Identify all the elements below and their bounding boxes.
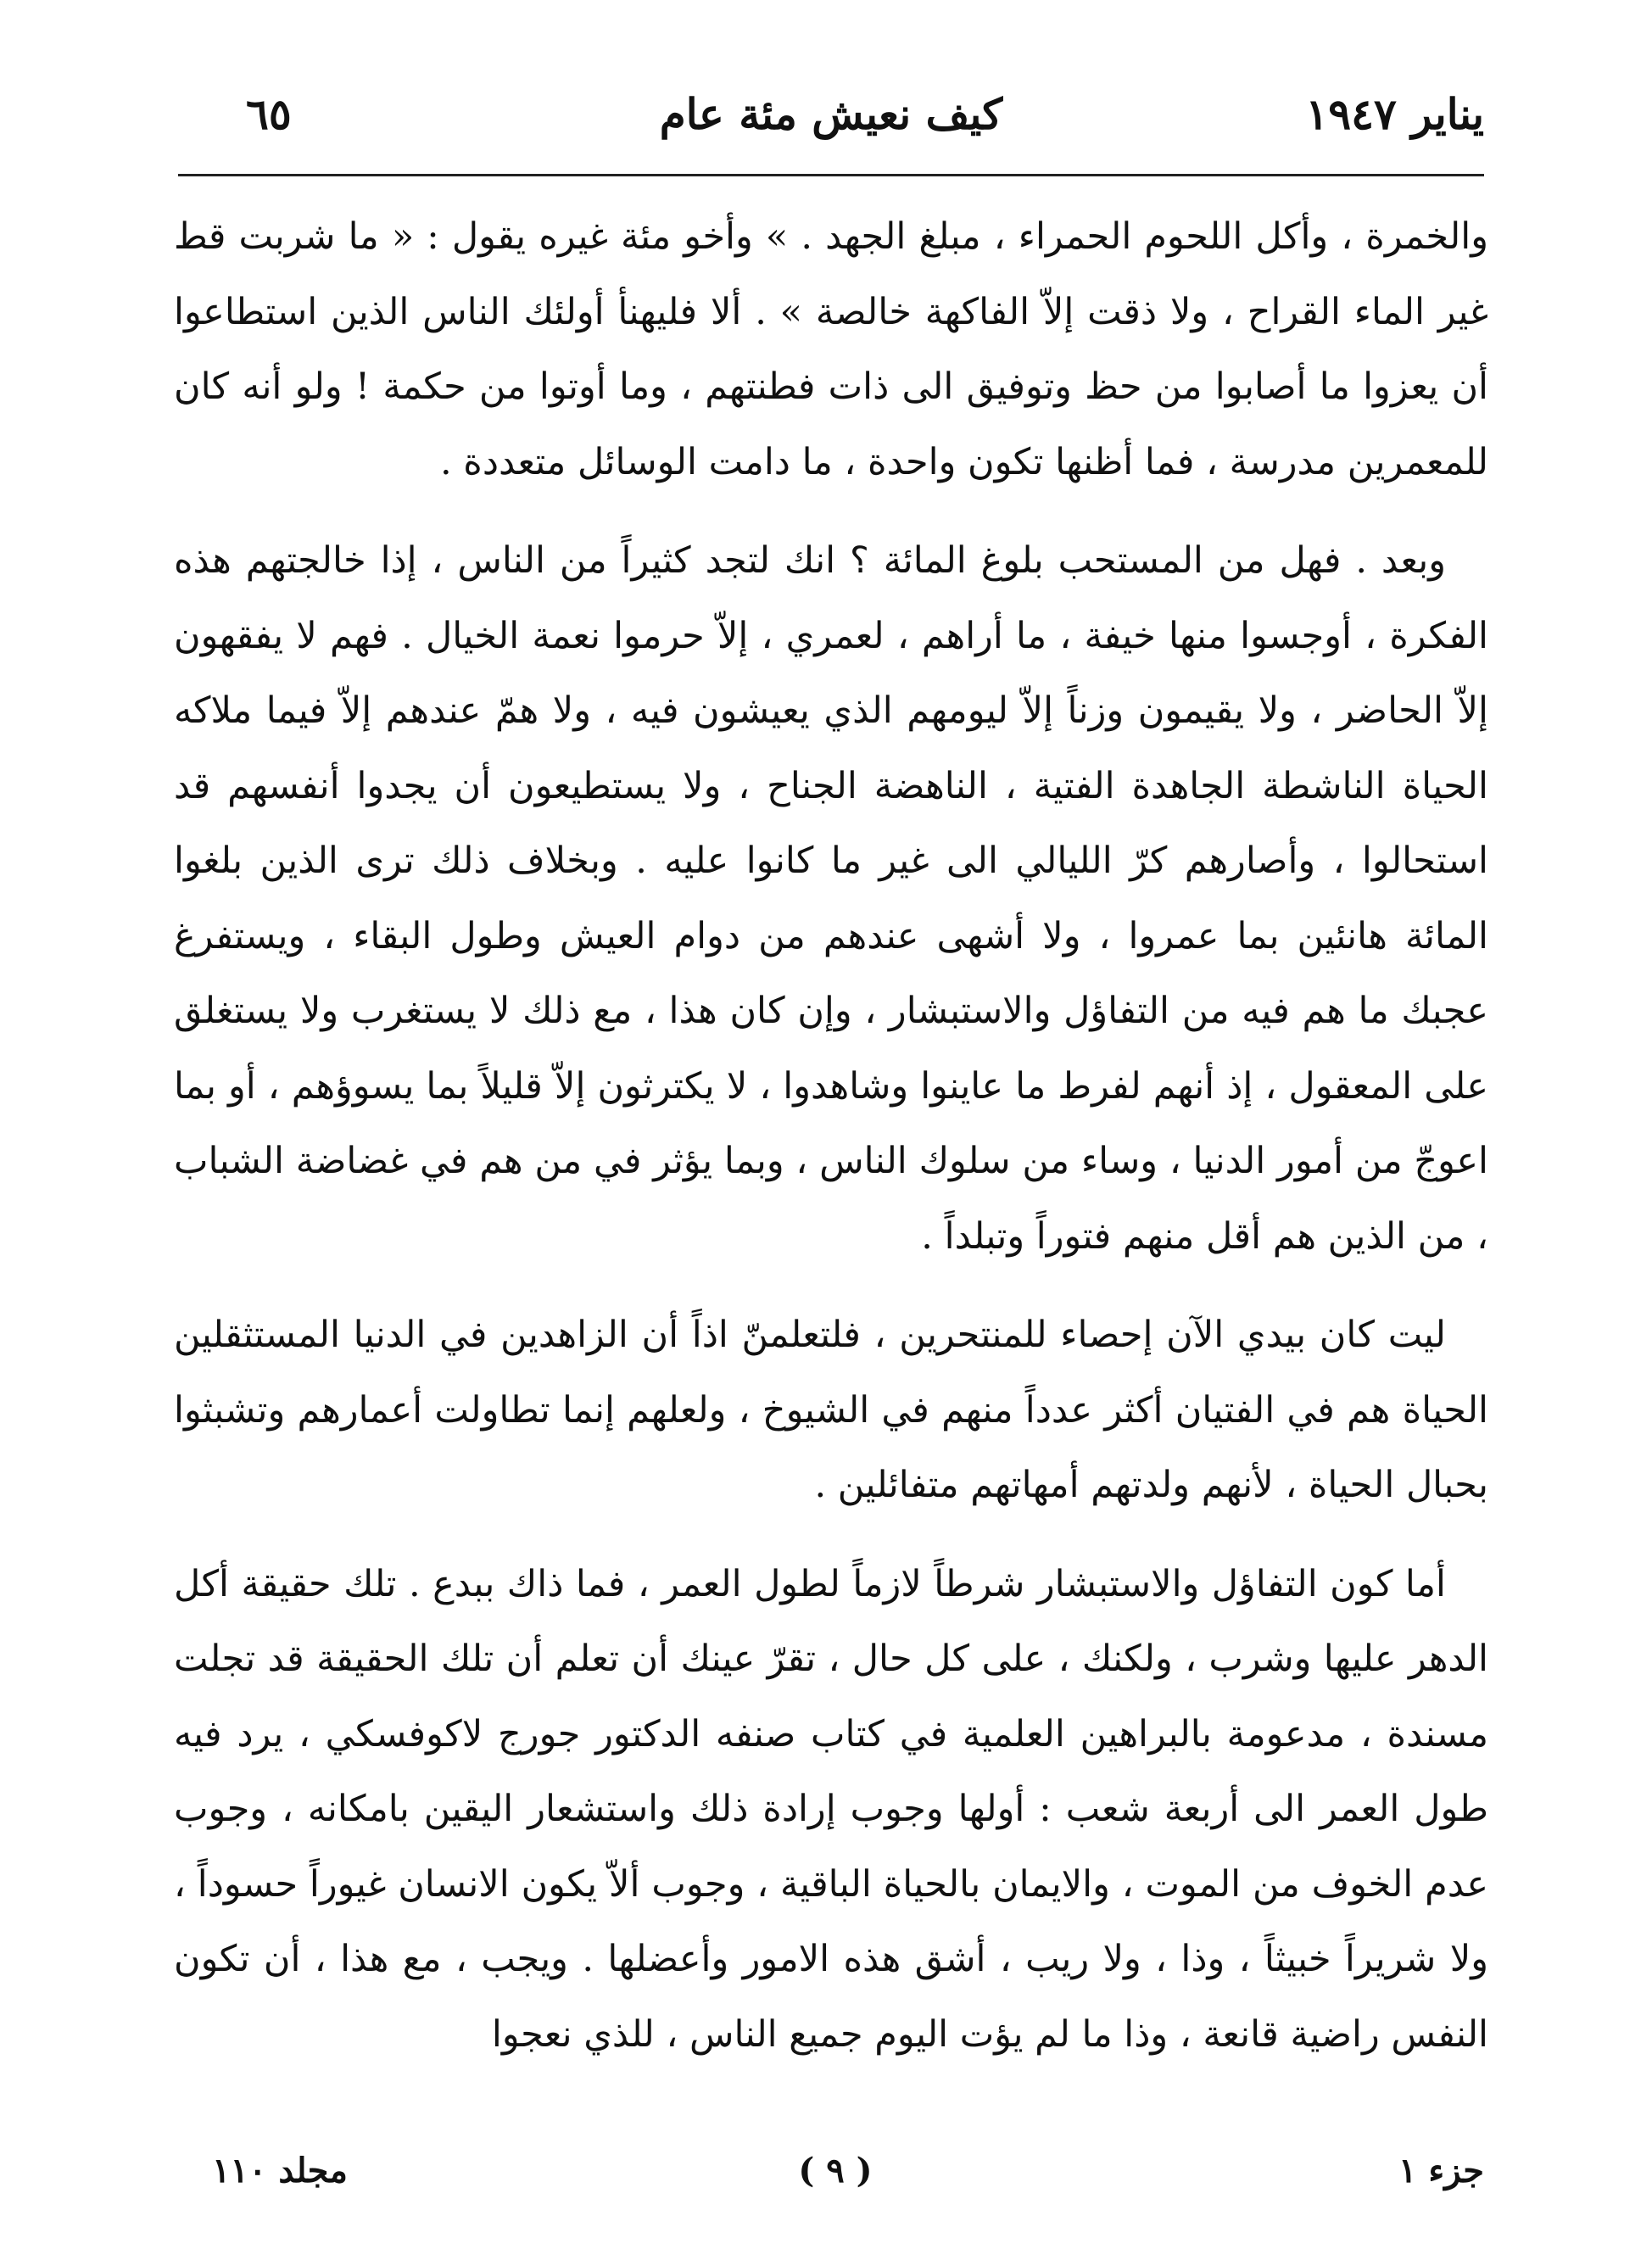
- paragraph: والخمرة ، وأكل اللحوم الحمراء ، مبلغ الجهد . » وأخو مئة غيره يقول : « ما شربت قط غير الماء القراح ، ولا ذقت إلاّ الفاكهة خالصة » . ألا فليهنأ أولئك الناس الذين استطاعوا أن يعزوا ما أصابوا من حظ وتوفيق الى ذات فطنتهم ، وما أوتوا من حكمة ! ولو أنه كان للمعمرين مدرسة ، فما أظنها تكون واحدة ، ما دامت الوسائل متعددة .: [174, 215, 1488, 483]
- paragraph: أما كون التفاؤل والاستبشار شرطاً لازماً لطول العمر ، فما ذاك ببدع . تلك حقيقة أكل الدهر عليها وشرب ، ولكنك ، على كل حال ، تقرّ عينك أن تعلم أن تلك الحقيقة قد تجلت مسندة ، مدعومة بالبراهين العلمية في كتاب صنفه الدكتور جورج لاكوفسكي ، يرد فيه طول العمر الى أربعة شعب : أولها وجوب إرادة ذلك واستشعار اليقين بامكانه ، وجوب عدم الخوف من الموت ، والايمان بالحياة الباقية ، وجوب ألاّ يكون الانسان غيوراً حسوداً ، ولا شريراً خبيثاً ، وذا ، ولا ريب ، أشق هذه الامور وأعضلها . ويجب ، مع هذا ، أن تكون النفس راضية قانعة ، وذا ما لم يؤت اليوم جميع الناس ، للذي نعجوا: [174, 1562, 1489, 2056]
- page-number: ٦٥: [246, 89, 292, 139]
- running-footer: [187, 2137, 1484, 2205]
- footer-volume: مجلد ١١٠: [212, 2151, 348, 2191]
- footer-page-marker: ( ٩ ): [798, 2151, 873, 2191]
- header-title: كيف نعيش مئة عام: [659, 89, 1003, 139]
- header-rule: [178, 174, 1484, 176]
- article-body: [174, 199, 1488, 2096]
- header-date: يناير ١٩٤٧: [1305, 89, 1484, 139]
- paragraph: وبعد . فهل من المستحب بلوغ المائة ؟ انك لتجد كثيراً من الناس ، إذا خالجتهم هذه الفكرة ، أوجسوا منها خيفة ، ما أراهم ، لعمري ، إلاّ حرموا نعمة الخيال . فهم لا يفقهون إلاّ الحاضر ، ولا يقيمون وزناً إلاّ ليومهم الذي يعيشون فيه ، ولا همّ عندهم إلاّ فيما ملاكه الحياة الناشطة الجاهدة الفتية ، الناهضة الجناح ، ولا يستطيعون أن يجدوا أنفسهم قد استحالوا ، وأصارهم كرّ الليالي الى غير ما كانوا عليه . وبخلاف ذلك ترى الذين بلغوا المائة هانئين بما عمروا ، ولا أشهى عندهم من دوام العيش وطول البقاء ، ويستفرغ عجبك ما هم فيه من التفاؤل والاستبشار ، وإن كان هذا ، مع ذلك لا يستغرب ولا يستغلق على المعقول ، إذ أنهم لفرط ما عاينوا وشاهدوا ، لا يكترثون إلاّ قليلاً بما يسوؤهم ، أو بما اعوجّ من أمور الدنيا ، وساء من سلوك الناس ، وبما يؤثر في من هم في غضاضة الشباب ، من الذين هم أقل منهم فتوراً وتبلداً .: [174, 539, 1489, 1258]
- running-header: [178, 81, 1484, 148]
- footer-part: جزء ١: [1398, 2151, 1484, 2191]
- paragraph: ليت كان بيدي الآن إحصاء للمنتحرين ، فلتعلمنّ اذاً أن الزاهدين في الدنيا المستثقلين الحياة هم في الفتيان أكثر عدداً منهم في الشيوخ ، ولعلهم إنما تطاولت أعمارهم وتشبثوا بحبال الحياة ، لأنهم ولدتهم أمهاتهم متفائلين .: [174, 1314, 1488, 1506]
